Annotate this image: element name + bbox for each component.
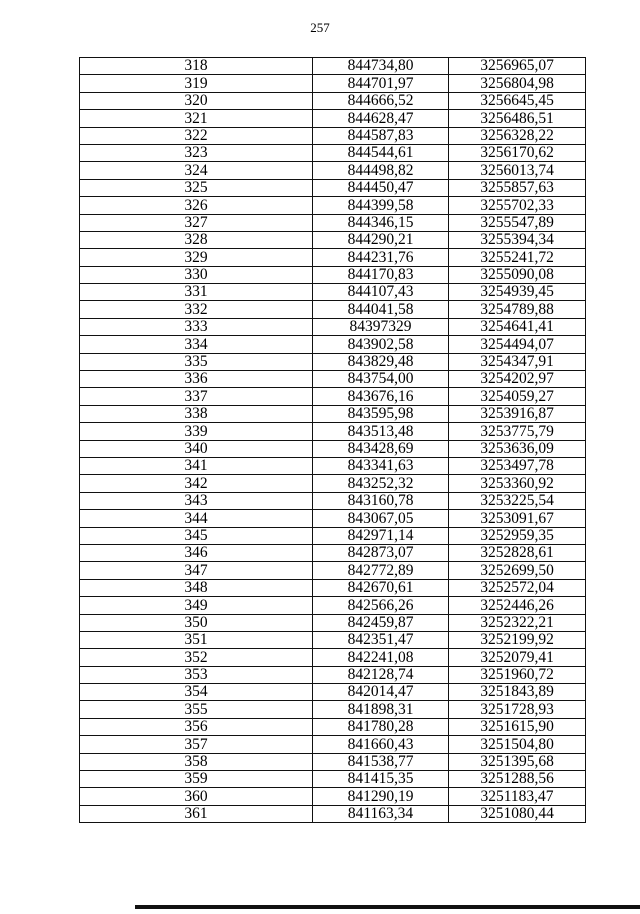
x-coordinate-cell: 843160,78: [313, 492, 449, 509]
point-number-cell: 339: [80, 423, 313, 440]
table-row: [80, 58, 586, 75]
y-coordinate-cell: 3251615,90: [449, 718, 586, 735]
x-coordinate-cell: 844587,83: [313, 127, 449, 144]
x-coordinate-cell: 842128,74: [313, 666, 449, 683]
x-coordinate-cell: 844346,15: [313, 214, 449, 231]
x-coordinate-cell: 841290,19: [313, 788, 449, 805]
table-row: [80, 179, 586, 196]
table-row: [80, 388, 586, 405]
point-number-cell: 355: [80, 701, 313, 718]
y-coordinate-cell: 3251960,72: [449, 666, 586, 683]
table-row: [80, 736, 586, 753]
x-coordinate-cell: 843754,00: [313, 371, 449, 388]
point-number-cell: 343: [80, 492, 313, 509]
y-coordinate-cell: 3254641,41: [449, 318, 586, 335]
point-number-cell: 347: [80, 562, 313, 579]
point-number-cell: 327: [80, 214, 313, 231]
point-number-cell: 333: [80, 318, 313, 335]
y-coordinate-cell: 3251395,68: [449, 753, 586, 770]
x-coordinate-cell: 844701,97: [313, 75, 449, 92]
y-coordinate-cell: 3253636,09: [449, 440, 586, 457]
point-number-cell: 322: [80, 127, 313, 144]
y-coordinate-cell: 3252959,35: [449, 527, 586, 544]
point-number-cell: 332: [80, 301, 313, 318]
x-coordinate-cell: 841163,34: [313, 805, 449, 822]
table-row: [80, 231, 586, 248]
point-number-cell: 345: [80, 527, 313, 544]
table-row: [80, 353, 586, 370]
y-coordinate-cell: 3254059,27: [449, 388, 586, 405]
table-row: [80, 75, 586, 92]
x-coordinate-cell: 843252,32: [313, 475, 449, 492]
table-row: [80, 92, 586, 109]
coordinates-table-body: [80, 58, 586, 823]
y-coordinate-cell: 3256486,51: [449, 110, 586, 127]
y-coordinate-cell: 3256328,22: [449, 127, 586, 144]
y-coordinate-cell: 3255241,72: [449, 249, 586, 266]
y-coordinate-cell: 3251183,47: [449, 788, 586, 805]
table-row: [80, 614, 586, 631]
x-coordinate-cell: 843595,98: [313, 405, 449, 422]
x-coordinate-cell: 844290,21: [313, 231, 449, 248]
x-coordinate-cell: 842566,26: [313, 597, 449, 614]
table-row: [80, 457, 586, 474]
y-coordinate-cell: 3256645,45: [449, 92, 586, 109]
table-row: [80, 562, 586, 579]
table-row: [80, 492, 586, 509]
x-coordinate-cell: 841898,31: [313, 701, 449, 718]
y-coordinate-cell: 3256965,07: [449, 58, 586, 75]
y-coordinate-cell: 3255702,33: [449, 197, 586, 214]
point-number-cell: 349: [80, 597, 313, 614]
x-coordinate-cell: 844170,83: [313, 266, 449, 283]
y-coordinate-cell: 3252199,92: [449, 631, 586, 648]
x-coordinate-cell: 844041,58: [313, 301, 449, 318]
point-number-cell: 319: [80, 75, 313, 92]
table-row: [80, 771, 586, 788]
point-number-cell: 334: [80, 336, 313, 353]
x-coordinate-cell: 844734,80: [313, 58, 449, 75]
y-coordinate-cell: 3252828,61: [449, 544, 586, 561]
point-number-cell: 328: [80, 231, 313, 248]
y-coordinate-cell: 3251728,93: [449, 701, 586, 718]
y-coordinate-cell: 3251080,44: [449, 805, 586, 822]
y-coordinate-cell: 3256170,62: [449, 144, 586, 161]
point-number-cell: 346: [80, 544, 313, 561]
point-number-cell: 348: [80, 579, 313, 596]
x-coordinate-cell: 84397329: [313, 318, 449, 335]
x-coordinate-cell: 844666,52: [313, 92, 449, 109]
x-coordinate-cell: 843902,58: [313, 336, 449, 353]
point-number-cell: 351: [80, 631, 313, 648]
x-coordinate-cell: 842241,08: [313, 649, 449, 666]
table-row: [80, 144, 586, 161]
y-coordinate-cell: 3251288,56: [449, 771, 586, 788]
page-number: 257: [310, 20, 330, 35]
point-number-cell: 338: [80, 405, 313, 422]
x-coordinate-cell: 844628,47: [313, 110, 449, 127]
x-coordinate-cell: 842873,07: [313, 544, 449, 561]
x-coordinate-cell: 842459,87: [313, 614, 449, 631]
x-coordinate-cell: 841660,43: [313, 736, 449, 753]
y-coordinate-cell: 3254939,45: [449, 284, 586, 301]
table-row: [80, 666, 586, 683]
y-coordinate-cell: 3253360,92: [449, 475, 586, 492]
table-row: [80, 197, 586, 214]
y-coordinate-cell: 3256804,98: [449, 75, 586, 92]
point-number-cell: 337: [80, 388, 313, 405]
x-coordinate-cell: 844231,76: [313, 249, 449, 266]
y-coordinate-cell: 3252572,04: [449, 579, 586, 596]
y-coordinate-cell: 3255857,63: [449, 179, 586, 196]
table-row: [80, 214, 586, 231]
table-row: [80, 701, 586, 718]
y-coordinate-cell: 3254789,88: [449, 301, 586, 318]
point-number-cell: 323: [80, 144, 313, 161]
point-number-cell: 359: [80, 771, 313, 788]
table-row: [80, 423, 586, 440]
point-number-cell: 325: [80, 179, 313, 196]
y-coordinate-cell: 3253225,54: [449, 492, 586, 509]
x-coordinate-cell: 844450,47: [313, 179, 449, 196]
point-number-cell: 358: [80, 753, 313, 770]
point-number-cell: 356: [80, 718, 313, 735]
y-coordinate-cell: 3255394,34: [449, 231, 586, 248]
point-number-cell: 344: [80, 510, 313, 527]
x-coordinate-cell: 842670,61: [313, 579, 449, 596]
table-row: [80, 475, 586, 492]
point-number-cell: 324: [80, 162, 313, 179]
point-number-cell: 353: [80, 666, 313, 683]
point-number-cell: 331: [80, 284, 313, 301]
point-number-cell: 320: [80, 92, 313, 109]
table-row: [80, 405, 586, 422]
table-row: [80, 649, 586, 666]
table-row: [80, 266, 586, 283]
y-coordinate-cell: 3251843,89: [449, 684, 586, 701]
y-coordinate-cell: 3255090,08: [449, 266, 586, 283]
page-bottom-edge: [135, 905, 640, 909]
table-row: [80, 579, 586, 596]
point-number-cell: 350: [80, 614, 313, 631]
y-coordinate-cell: 3251504,80: [449, 736, 586, 753]
y-coordinate-cell: 3253091,67: [449, 510, 586, 527]
point-number-cell: 341: [80, 457, 313, 474]
table-row: [80, 249, 586, 266]
x-coordinate-cell: 842014,47: [313, 684, 449, 701]
table-row: [80, 684, 586, 701]
point-number-cell: 342: [80, 475, 313, 492]
table-row: [80, 805, 586, 822]
y-coordinate-cell: 3255547,89: [449, 214, 586, 231]
table-row: [80, 336, 586, 353]
table-row: [80, 440, 586, 457]
x-coordinate-cell: 844498,82: [313, 162, 449, 179]
point-number-cell: 357: [80, 736, 313, 753]
y-coordinate-cell: 3253775,79: [449, 423, 586, 440]
point-number-cell: 361: [80, 805, 313, 822]
x-coordinate-cell: 842772,89: [313, 562, 449, 579]
y-coordinate-cell: 3253916,87: [449, 405, 586, 422]
point-number-cell: 340: [80, 440, 313, 457]
x-coordinate-cell: 841780,28: [313, 718, 449, 735]
table-row: [80, 544, 586, 561]
point-number-cell: 330: [80, 266, 313, 283]
table-row: [80, 527, 586, 544]
y-coordinate-cell: 3254494,07: [449, 336, 586, 353]
point-number-cell: 329: [80, 249, 313, 266]
table-row: [80, 510, 586, 527]
y-coordinate-cell: 3252079,41: [449, 649, 586, 666]
y-coordinate-cell: 3252446,26: [449, 597, 586, 614]
table-row: [80, 110, 586, 127]
x-coordinate-cell: 842971,14: [313, 527, 449, 544]
point-number-cell: 326: [80, 197, 313, 214]
point-number-cell: 360: [80, 788, 313, 805]
table-row: [80, 162, 586, 179]
x-coordinate-cell: 841415,35: [313, 771, 449, 788]
x-coordinate-cell: 844544,61: [313, 144, 449, 161]
y-coordinate-cell: 3253497,78: [449, 457, 586, 474]
table-row: [80, 753, 586, 770]
x-coordinate-cell: 841538,77: [313, 753, 449, 770]
x-coordinate-cell: 843428,69: [313, 440, 449, 457]
x-coordinate-cell: 843513,48: [313, 423, 449, 440]
y-coordinate-cell: 3254347,91: [449, 353, 586, 370]
table-row: [80, 631, 586, 648]
point-number-cell: 336: [80, 371, 313, 388]
x-coordinate-cell: 842351,47: [313, 631, 449, 648]
y-coordinate-cell: 3254202,97: [449, 371, 586, 388]
x-coordinate-cell: 843676,16: [313, 388, 449, 405]
table-row: [80, 284, 586, 301]
point-number-cell: 318: [80, 58, 313, 75]
x-coordinate-cell: 843829,48: [313, 353, 449, 370]
table-row: [80, 371, 586, 388]
table-row: [80, 127, 586, 144]
y-coordinate-cell: 3252699,50: [449, 562, 586, 579]
point-number-cell: 321: [80, 110, 313, 127]
x-coordinate-cell: 843341,63: [313, 457, 449, 474]
x-coordinate-cell: 843067,05: [313, 510, 449, 527]
table-row: [80, 718, 586, 735]
x-coordinate-cell: 844107,43: [313, 284, 449, 301]
table-row: [80, 788, 586, 805]
point-number-cell: 354: [80, 684, 313, 701]
y-coordinate-cell: 3256013,74: [449, 162, 586, 179]
table-row: [80, 597, 586, 614]
y-coordinate-cell: 3252322,21: [449, 614, 586, 631]
x-coordinate-cell: 844399,58: [313, 197, 449, 214]
point-number-cell: 352: [80, 649, 313, 666]
coordinates-table: [79, 57, 586, 823]
table-row: [80, 301, 586, 318]
table-row: [80, 318, 586, 335]
point-number-cell: 335: [80, 353, 313, 370]
